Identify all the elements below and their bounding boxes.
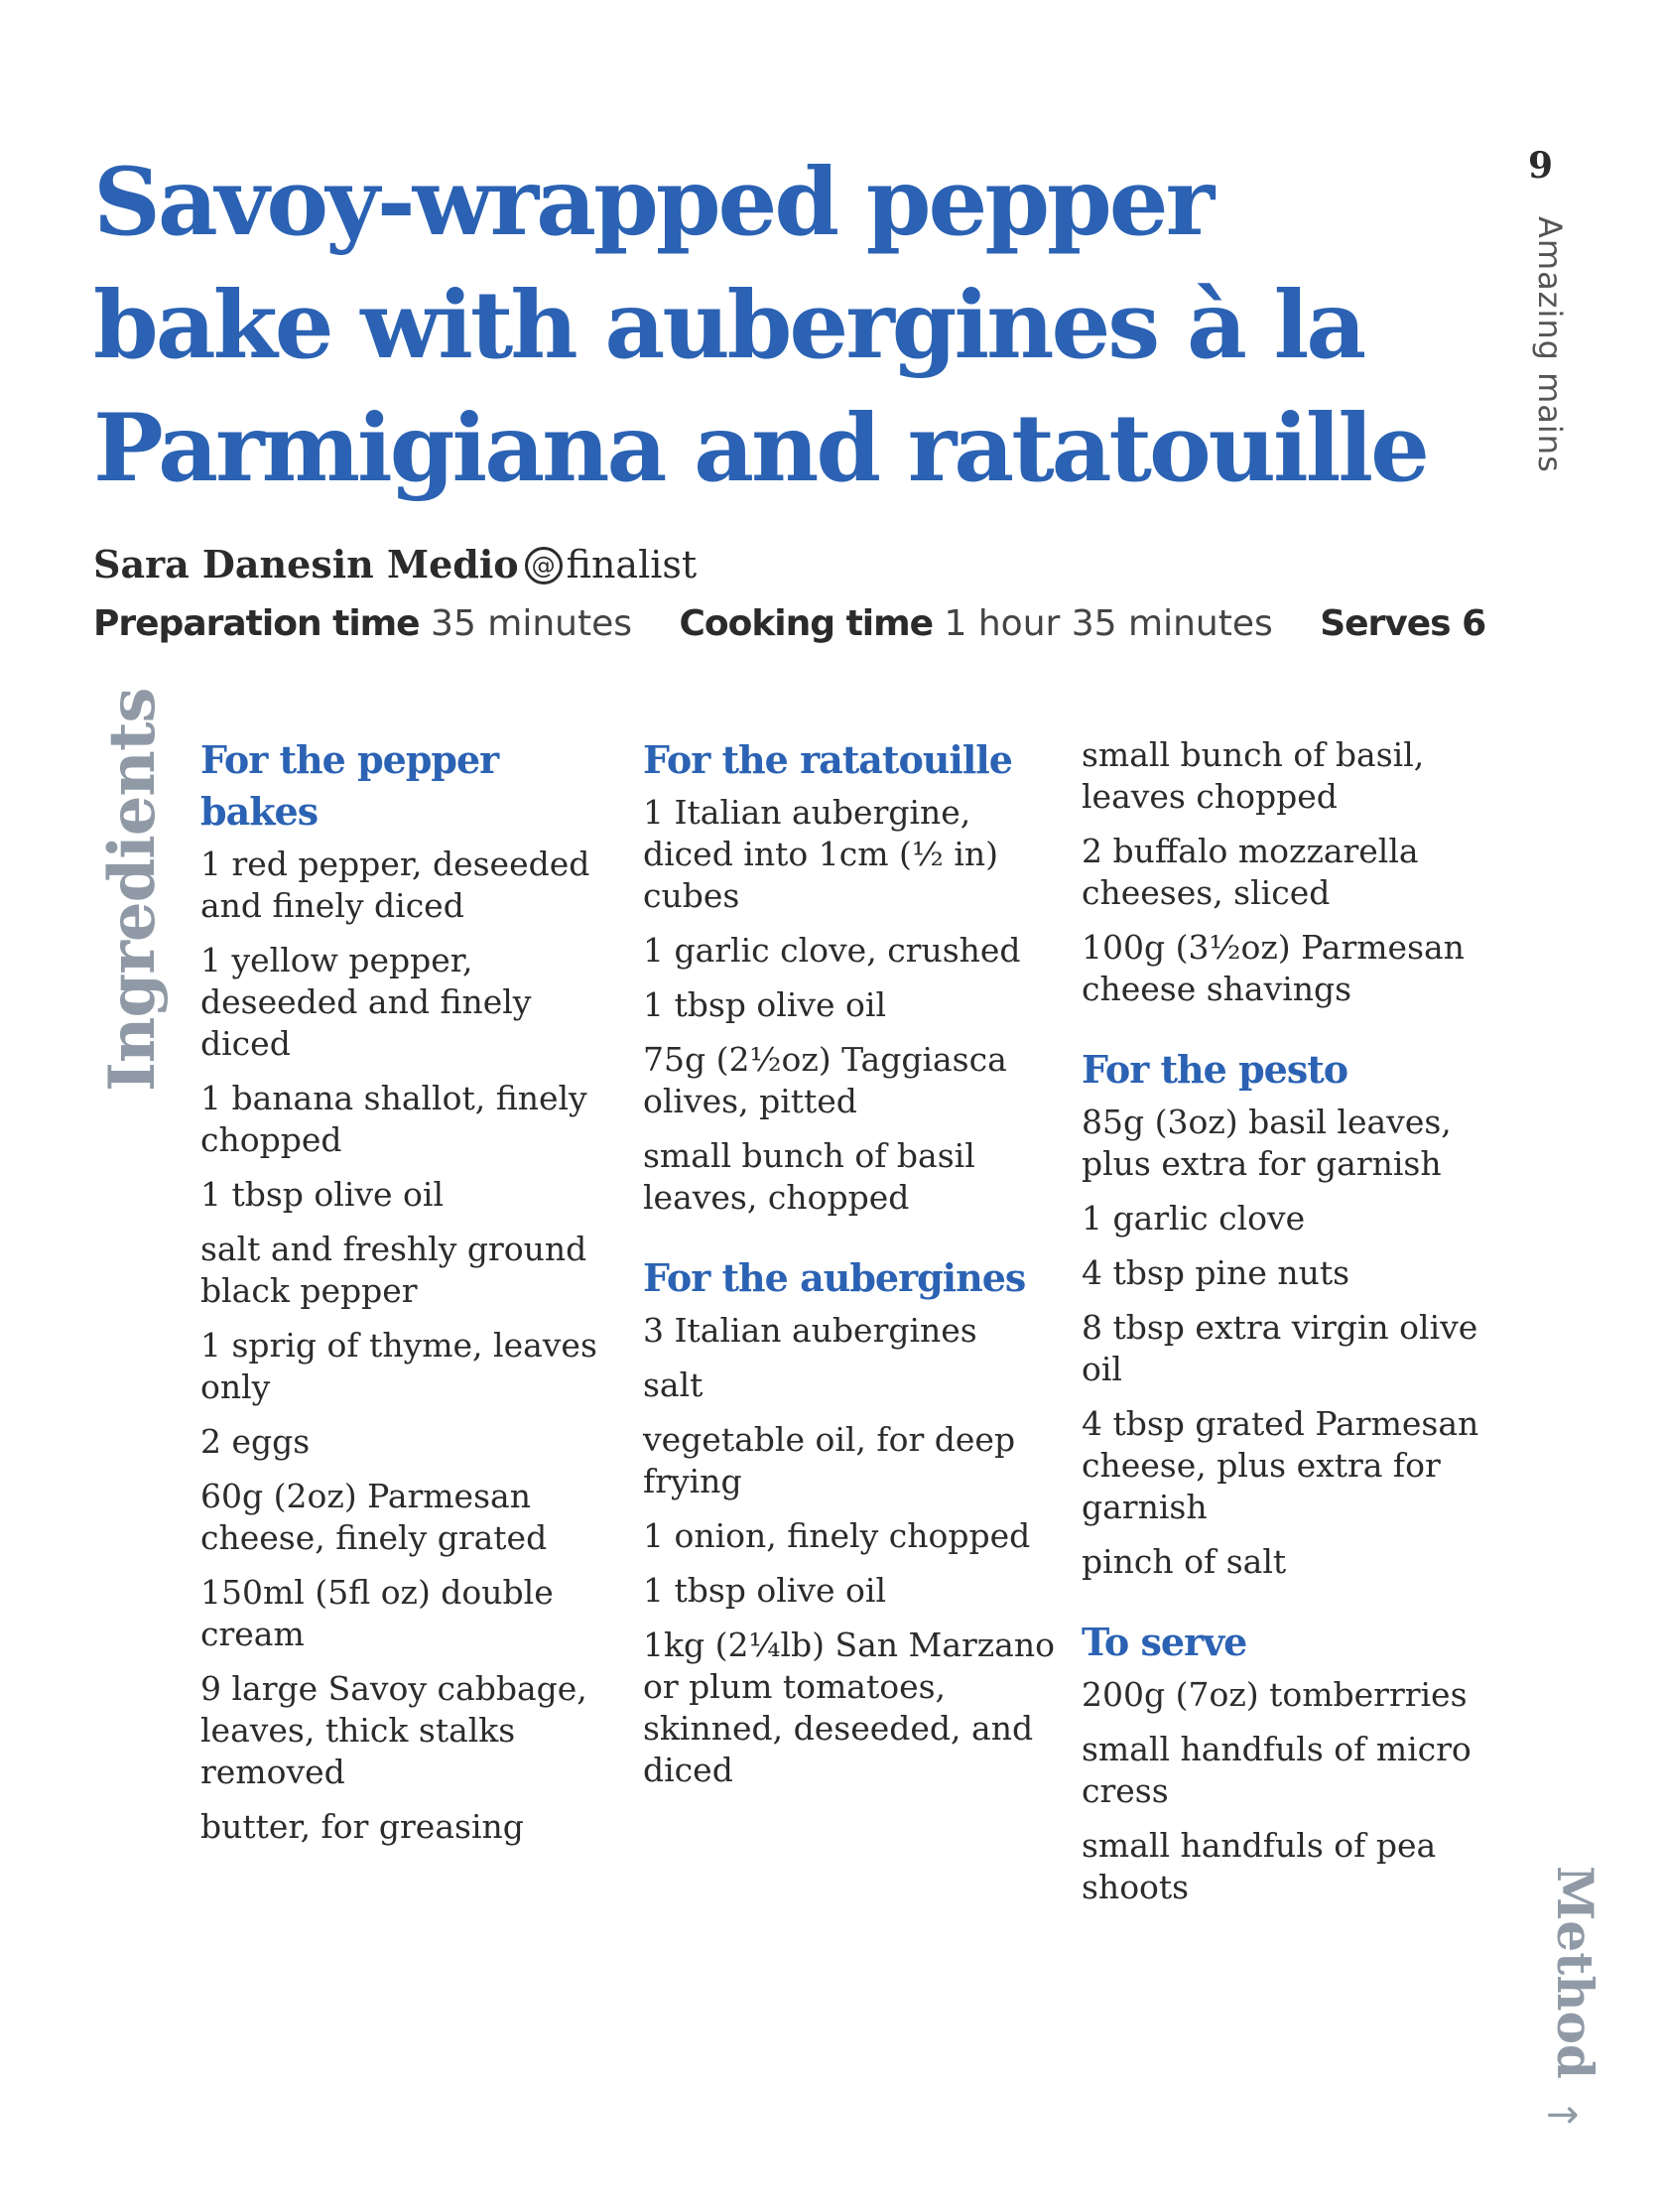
ingredient-item: small bunch of basil leaves, chopped xyxy=(643,1136,975,1217)
prep-time-value: 35 minutes xyxy=(431,603,633,644)
ingredient-section xyxy=(1082,734,1518,1010)
cook-time-value: 1 hour 35 minutes xyxy=(944,603,1273,644)
ingredient-item: 3 Italian aubergines xyxy=(643,1311,977,1350)
ingredient-item: salt and freshly ground black pepper xyxy=(200,1230,587,1310)
ingredient-item: 1 onion, finely chopped xyxy=(643,1516,1031,1555)
ingredients-column-1 xyxy=(200,734,617,1882)
author-line xyxy=(93,542,697,590)
ingredient-item: vegetable oil, for deep frying xyxy=(643,1420,1016,1500)
ingredient-item: pinch of salt xyxy=(1082,1542,1287,1581)
section-heading: For the aubergines xyxy=(643,1255,1026,1300)
ingredients-label: Ingredients xyxy=(95,688,170,1092)
ingredient-item: 100g (3½oz) Parmesan cheese shavings xyxy=(1082,928,1465,1008)
ingredient-item: 4 tbsp pine nuts xyxy=(1082,1253,1350,1292)
ingredient-item: 150ml (5fl oz) double cream xyxy=(200,1573,554,1653)
section-heading: For the ratatouille xyxy=(643,737,1012,782)
ingredient-item: small handfuls of micro cress xyxy=(1082,1730,1472,1810)
ingredient-item: salt xyxy=(643,1366,704,1404)
ingredient-item: 1 red pepper, deseeded and finely diced xyxy=(200,845,590,925)
ingredient-item: 2 eggs xyxy=(200,1422,311,1461)
recipe-times xyxy=(93,603,1485,644)
prep-time-label: Preparation time xyxy=(93,603,420,644)
ingredients-column-3 xyxy=(1082,734,1518,1942)
ingredient-item: 4 tbsp grated Parmesan cheese, plus extra for garnish xyxy=(1082,1404,1479,1526)
ingredient-item: 8 tbsp extra virgin olive oil xyxy=(1082,1308,1478,1388)
title-line: bake with aubergines à la xyxy=(93,271,1364,380)
page-number: 9 xyxy=(1528,145,1554,187)
method-tab[interactable]: Method xyxy=(1546,1866,1604,2079)
serves: Serves 6 xyxy=(1320,603,1486,644)
ingredient-section xyxy=(1082,1617,1518,1908)
ingredient-item: 1kg (2¼lb) San Marzano or plum tomatoes, skinned, deseeded, and diced xyxy=(643,1626,1055,1789)
ingredient-item: 200g (7oz) tomberrries xyxy=(1082,1675,1468,1714)
masterchef-at-icon: @ xyxy=(525,547,563,585)
ingredient-item: 1 banana shallot, finely chopped xyxy=(200,1079,587,1159)
ingredient-item: 1 tbsp olive oil xyxy=(200,1175,445,1214)
section-heading: To serve xyxy=(1082,1620,1247,1664)
ingredient-item: 1 sprig of thyme, leaves only xyxy=(200,1326,597,1406)
section-label: Amazing mains xyxy=(1531,216,1569,473)
ingredient-item: 1 garlic clove, crushed xyxy=(643,931,1021,970)
section-heading: For the pepper bakes xyxy=(200,737,499,834)
ingredient-item: 75g (2½oz) Taggiasca olives, pitted xyxy=(643,1040,1007,1120)
ingredient-item: 2 buffalo mozzarella cheeses, sliced xyxy=(1082,832,1419,912)
ingredient-item: 1 yellow pepper, deseeded and finely diced xyxy=(200,941,532,1063)
cook-time-label: Cooking time xyxy=(679,603,934,644)
ingredient-item: small handfuls of pea shoots xyxy=(1082,1826,1437,1906)
ingredient-section xyxy=(200,734,617,1848)
ingredient-item: 9 large Savoy cabbage, leaves, thick stalks removed xyxy=(200,1669,587,1791)
recipe-title xyxy=(93,141,1482,510)
ingredient-section xyxy=(643,734,1060,1219)
ingredient-item: butter, for greasing xyxy=(200,1807,524,1846)
ingredient-item: 1 Italian aubergine, diced into 1cm (½ in) cubes xyxy=(643,793,999,915)
ingredient-item: 1 tbsp olive oil xyxy=(643,1571,887,1610)
section-heading: For the pesto xyxy=(1082,1047,1348,1092)
arrow-right-icon[interactable]: → xyxy=(1546,2092,1580,2138)
ingredient-item: small bunch of basil, leaves chopped xyxy=(1082,735,1425,816)
ingredient-item: 1 tbsp olive oil xyxy=(643,985,887,1024)
author-name: Sara Danesin Medio xyxy=(93,542,519,586)
title-line: Savoy-wrapped pepper xyxy=(93,148,1213,257)
ingredient-item: 85g (3oz) basil leaves, plus extra for garnish xyxy=(1082,1103,1452,1183)
ingredient-item: 60g (2oz) Parmesan cheese, finely grated xyxy=(200,1477,548,1557)
ingredients-column-2 xyxy=(643,734,1060,1825)
title-line: Parmigiana and ratatouille xyxy=(93,394,1427,503)
ingredient-section xyxy=(643,1252,1060,1791)
author-role: finalist xyxy=(566,543,698,586)
ingredient-item: 1 garlic clove xyxy=(1082,1199,1306,1237)
ingredient-section xyxy=(1082,1044,1518,1583)
